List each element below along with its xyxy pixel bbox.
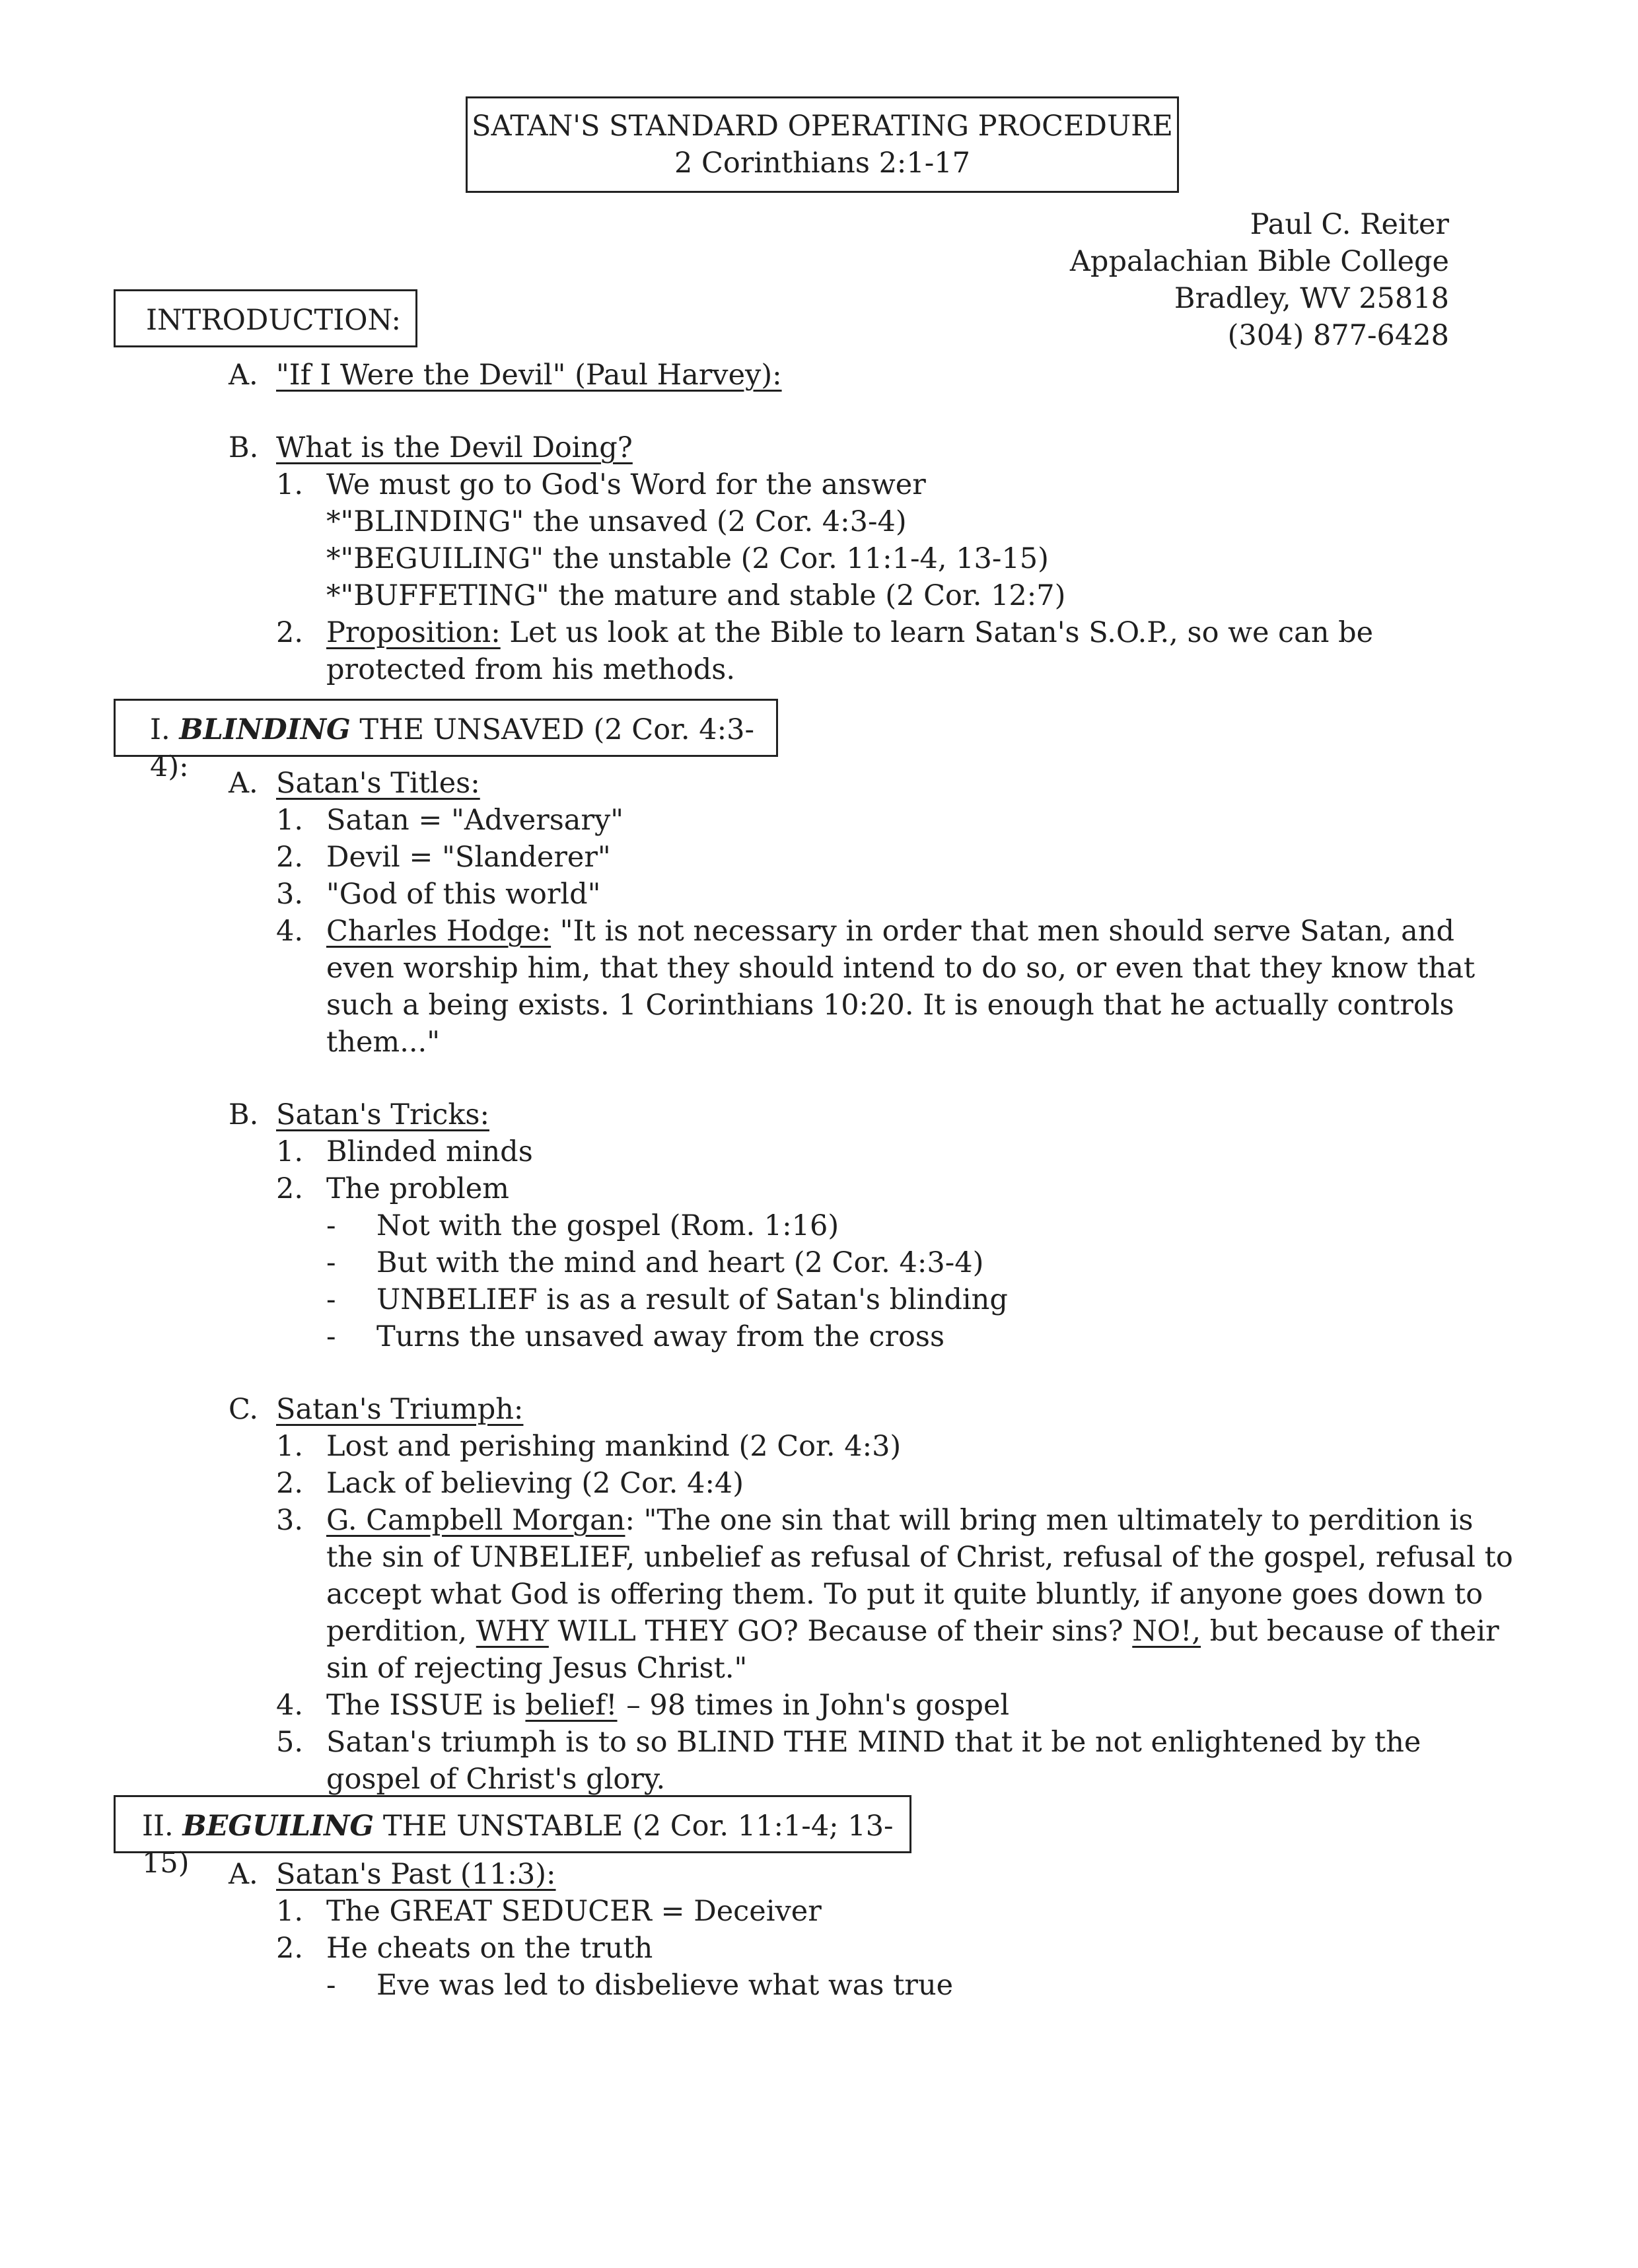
author-school: Appalachian Bible College (1069, 245, 1449, 278)
section-1-heading-box: I. BLINDING THE UNSAVED (2 Cor. 4:3-4): (114, 699, 778, 757)
author-name: Paul C. Reiter (1250, 208, 1449, 241)
list-item: 5. Satan's triumph is to so BLIND THE MIND that it be not enlightened by the (276, 1726, 1421, 1759)
introduction-heading-box (114, 289, 417, 347)
section-1-item-c: C. Satan's Triumph: (229, 1393, 524, 1426)
introduction-heading: INTRODUCTION: (146, 304, 402, 337)
section-1-emphasis: BLINDING (179, 713, 351, 746)
dash-item: - Turns the unsaved away from the cross (326, 1320, 945, 1353)
section-2-item-a: A. Satan's Past (11:3): (229, 1858, 556, 1891)
list-item: 2. Lack of believing (2 Cor. 4:4) (276, 1467, 744, 1500)
intro-b1-item: *"BUFFETING" the mature and stable (2 Cor. 12:7) (326, 579, 1066, 612)
author-phone: (304) 877-6428 (1227, 319, 1449, 352)
morgan-quote: 3. G. Campbell Morgan: "The one sin that will bring men ultimately to perdition is (276, 1504, 1474, 1537)
morgan-quote-line: accept what God is offering them. To put it quite bluntly, if anyone goes down to (326, 1578, 1483, 1611)
proposition-label: Proposition: (326, 616, 501, 649)
dash-item: - UNBELIEF is as a result of Satan's blinding (326, 1283, 1008, 1316)
list-item: 2. The problem (276, 1172, 509, 1205)
intro-b1: 1. We must go to God's Word for the answer (276, 468, 926, 501)
intro-b2-continued: protected from his methods. (326, 653, 736, 686)
list-item: 1. Lost and perishing mankind (2 Cor. 4:3) (276, 1430, 902, 1463)
intro-b2: 2. Proposition: Let us look at the Bible to learn Satan's S.O.P., so we can be (276, 616, 1374, 649)
document-title: SATAN'S STANDARD OPERATING PROCEDURE (472, 110, 1173, 143)
morgan-quote-line: perdition, WHY WILL THEY GO? Because of their sins? NO!, but because of their (326, 1615, 1499, 1648)
dash-item: - Eve was led to disbelieve what was true (326, 1969, 954, 2002)
section-1-item-b: B. Satan's Tricks: (229, 1098, 489, 1131)
list-item: 4. The ISSUE is belief! – 98 times in John's gospel (276, 1689, 1010, 1722)
list-item-continued: gospel of Christ's glory. (326, 1763, 666, 1796)
dash-item: - Not with the gospel (Rom. 1:16) (326, 1209, 839, 1242)
section-2-emphasis: BEGUILING (182, 1810, 374, 1843)
section-2-heading-box: II. BEGUILING THE UNSTABLE (2 Cor. 11:1-4; 13-15) (114, 1795, 911, 1853)
hodge-quote-line: such a being exists. 1 Corinthians 10:20. It is enough that he actually controls (326, 989, 1454, 1022)
morgan-quote-line: the sin of UNBELIEF, unbelief as refusal of Christ, refusal of the gospel, refusal to (326, 1541, 1513, 1574)
hodge-quote-line: even worship him, that they should intend to do so, or even that they know that (326, 952, 1476, 985)
intro-b1-item: *"BEGUILING" the unstable (2 Cor. 11:1-4, 13-15) (326, 542, 1049, 575)
list-item: 2. Devil = "Slanderer" (276, 841, 611, 874)
scripture-reference: 2 Corinthians 2:1-17 (674, 147, 971, 180)
list-item: 1. The GREAT SEDUCER = Deceiver (276, 1895, 822, 1928)
author-block (1070, 206, 1449, 354)
morgan-label: G. Campbell Morgan (326, 1504, 625, 1537)
intro-item-b: B. What is the Devil Doing? (229, 431, 633, 464)
list-item: 3. "God of this world" (276, 878, 601, 911)
section-1-item-a: A. Satan's Titles: (229, 767, 480, 800)
morgan-quote-line: sin of rejecting Jesus Christ." (326, 1652, 748, 1685)
intro-item-b-text: What is the Devil Doing? (276, 431, 633, 464)
dash-item: - But with the mind and heart (2 Cor. 4:3-4) (326, 1246, 984, 1279)
list-item: 1. Satan = "Adversary" (276, 804, 624, 837)
author-city: Bradley, WV 25818 (1174, 282, 1449, 315)
hodge-label: Charles Hodge: (326, 915, 552, 948)
hodge-quote-line: them..." (326, 1026, 440, 1059)
list-item: 2. He cheats on the truth (276, 1932, 653, 1965)
hodge-quote: 4. Charles Hodge: "It is not necessary in order that men should serve Satan, and (276, 915, 1455, 948)
intro-item-a: A. "If I Were the Devil" (Paul Harvey): (229, 359, 782, 392)
intro-item-a-text: "If I Were the Devil" (Paul Harvey): (276, 359, 782, 392)
intro-b1-item: *"BLINDING" the unsaved (2 Cor. 4:3-4) (326, 505, 907, 538)
list-item: 1. Blinded minds (276, 1135, 533, 1168)
title-box (466, 96, 1179, 193)
